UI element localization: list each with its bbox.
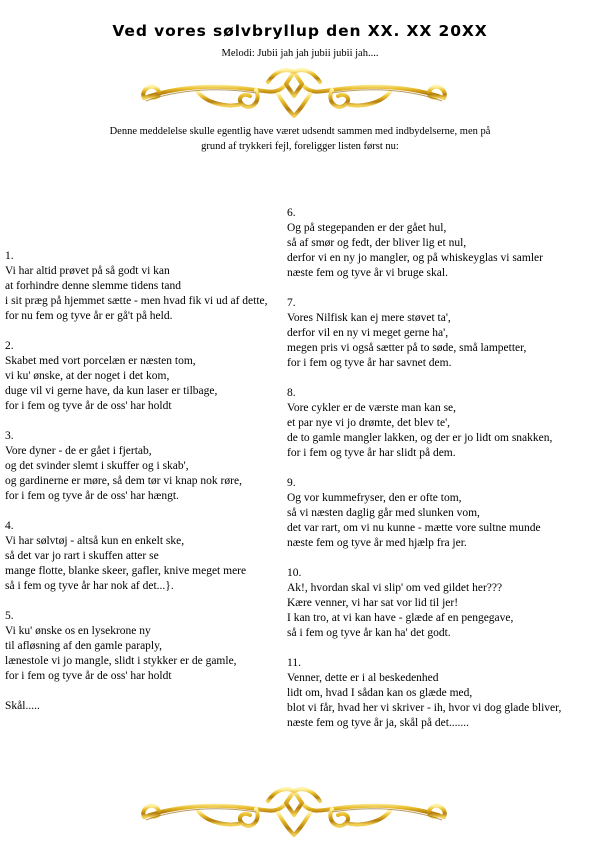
verse-line: Og på stegepanden er der gået hul, [287,222,447,234]
verse-4 [5,519,325,594]
verse-line: for i fem og tyve år de oss' har hængt. [5,490,179,502]
verse-line: Vore cykler er de værste man kan se, [287,402,457,414]
verse-line: Kære venner, vi har sat vor lid til jer! [287,597,459,609]
verse-number: 2. [5,340,14,352]
intro-line: Denne meddelelse skulle egentlig have været udsendt sammen med indbydelserne, men på [109,126,491,137]
verse-line: derfor vi en ny jo mangler, og på whiskeyglas vi samler [287,252,543,264]
verse-line: næste fem og tyve år vi bruge skal. [287,267,448,279]
verse-line: så i fem og tyve år har nok af det...}. [5,580,174,592]
verse-line: og det svinder slemt i skuffer og i skab', [5,460,189,472]
verse-line: til afløsning af den gamle paraply, [5,640,163,652]
gold-ornament-bottom [138,783,450,841]
verse-number: 1. [5,250,14,262]
verse-line: lidt om, hvad I sådan kan os glæde med, [287,687,473,699]
left-column [5,249,325,714]
verse-number: 8. [287,387,296,399]
verse-number: 5. [5,610,14,622]
verse-line: Skabet med vort porcelæn er næsten tom, [5,355,196,367]
verse-6 [287,206,597,281]
intro-line: grund af trykkeri fejl, foreligger listen først nu: [201,141,399,152]
verse-line: Vore dyner - de er gået i fjertab, [5,445,152,457]
verse-line: og gardinerne er møre, så dem tør vi knap nok røre, [5,475,242,487]
verse-number: 10. [287,567,302,579]
verse-line: Vi har sølvtøj - altså kun en enkelt ske, [5,535,185,547]
right-column [287,206,597,746]
verse-number: 4. [5,520,14,532]
closing-toast: Skål..... [5,700,40,712]
verse-number: 3. [5,430,14,442]
verse-number: 9. [287,477,296,489]
verse-line: så af smør og fedt, der bliver lig et nul, [287,237,467,249]
verse-number: 7. [287,297,296,309]
verse-line: Ak!, hvordan skal vi slip' om ved gildet her??? [287,582,503,594]
verse-line: lænestole vi jo mangle, slidt i stykker er de gamle, [5,655,237,667]
verse-line: for i fem og tyve år de oss' har holdt [5,400,172,412]
verse-line: det var rart, om vi nu kunne - mætte vore sultne munde [287,522,541,534]
verse-line: for i fem og tyve år har slidt på dem. [287,447,456,459]
melody-subtitle: Melodi: Jubii jah jah jubii jubii jah.... [221,48,379,59]
verse-line: derfor vil en ny vi meget gerne ha', [287,327,449,339]
verse-line: for i fem og tyve år de oss' har holdt [5,670,172,682]
verse-line: megen pris vi også sætter på to søde, små lampetter, [287,342,527,354]
verse-line: de to gamle mangler lakken, og der er jo lidt om snakken, [287,432,553,444]
verse-line: Vi ku' ønske os en lysekrone ny [5,625,151,637]
verse-line: blot vi får, hvad her vi skriver - ih, hvor vi dog glade bliver, [287,702,562,714]
verse-line: Vi har altid prøvet på så godt vi kan [5,265,170,277]
verse-number: 6. [287,207,296,219]
verse-line: for nu fem og tyve år er gå't på held. [5,310,173,322]
verse-line: så vi næsten daglig går med slunken vom, [287,507,480,519]
verse-line: vi ku' ønske, at der noget i det kom, [5,370,170,382]
verse-line: så i fem og tyve år kan ha' det godt. [287,627,451,639]
gold-ornament-top [138,64,450,122]
verse-line: Vores Nilfisk kan ej mere støvet ta', [287,312,451,324]
verse-line: et par nye vi jo drømte, det blev te', [287,417,451,429]
verse-line: i sit præg på hjemmet sætte - men hvad fik vi ud af dette, [5,295,268,307]
verse-10 [287,566,597,641]
verse-3 [5,429,325,504]
verse-9 [287,476,597,551]
page-title: Ved vores sølvbryllup den XX. XX 20XX [112,22,488,40]
verse-line: mange flotte, blanke skeer, gafler, knive meget mere [5,565,247,577]
verse-7 [287,296,597,371]
verse-line: at forhindre denne slemme tidens tand [5,280,181,292]
verse-number: 11. [287,657,301,669]
verse-line: I kan tro, at vi kan have - glæde af en pengegave, [287,612,514,624]
verse-2 [5,339,325,414]
verse-line: Og vor kummefryser, den er ofte tom, [287,492,462,504]
intro-text [60,124,540,154]
verse-1 [5,249,325,324]
verse-line: Venner, dette er i al beskedenhed [287,672,439,684]
verse-line: næste fem og tyve år med hjælp fra jer. [287,537,467,549]
verse-line: så det var jo rart i skuffen atter se [5,550,159,562]
verse-5 [5,609,325,684]
verse-line: næste fem og tyve år ja, skål på det....... [287,717,470,729]
verse-11 [287,656,597,731]
verse-8 [287,386,597,461]
verse-line: duge vil vi gerne have, da kun laser er tilbage, [5,385,218,397]
verse-line: for i fem og tyve år har savnet dem. [287,357,452,369]
